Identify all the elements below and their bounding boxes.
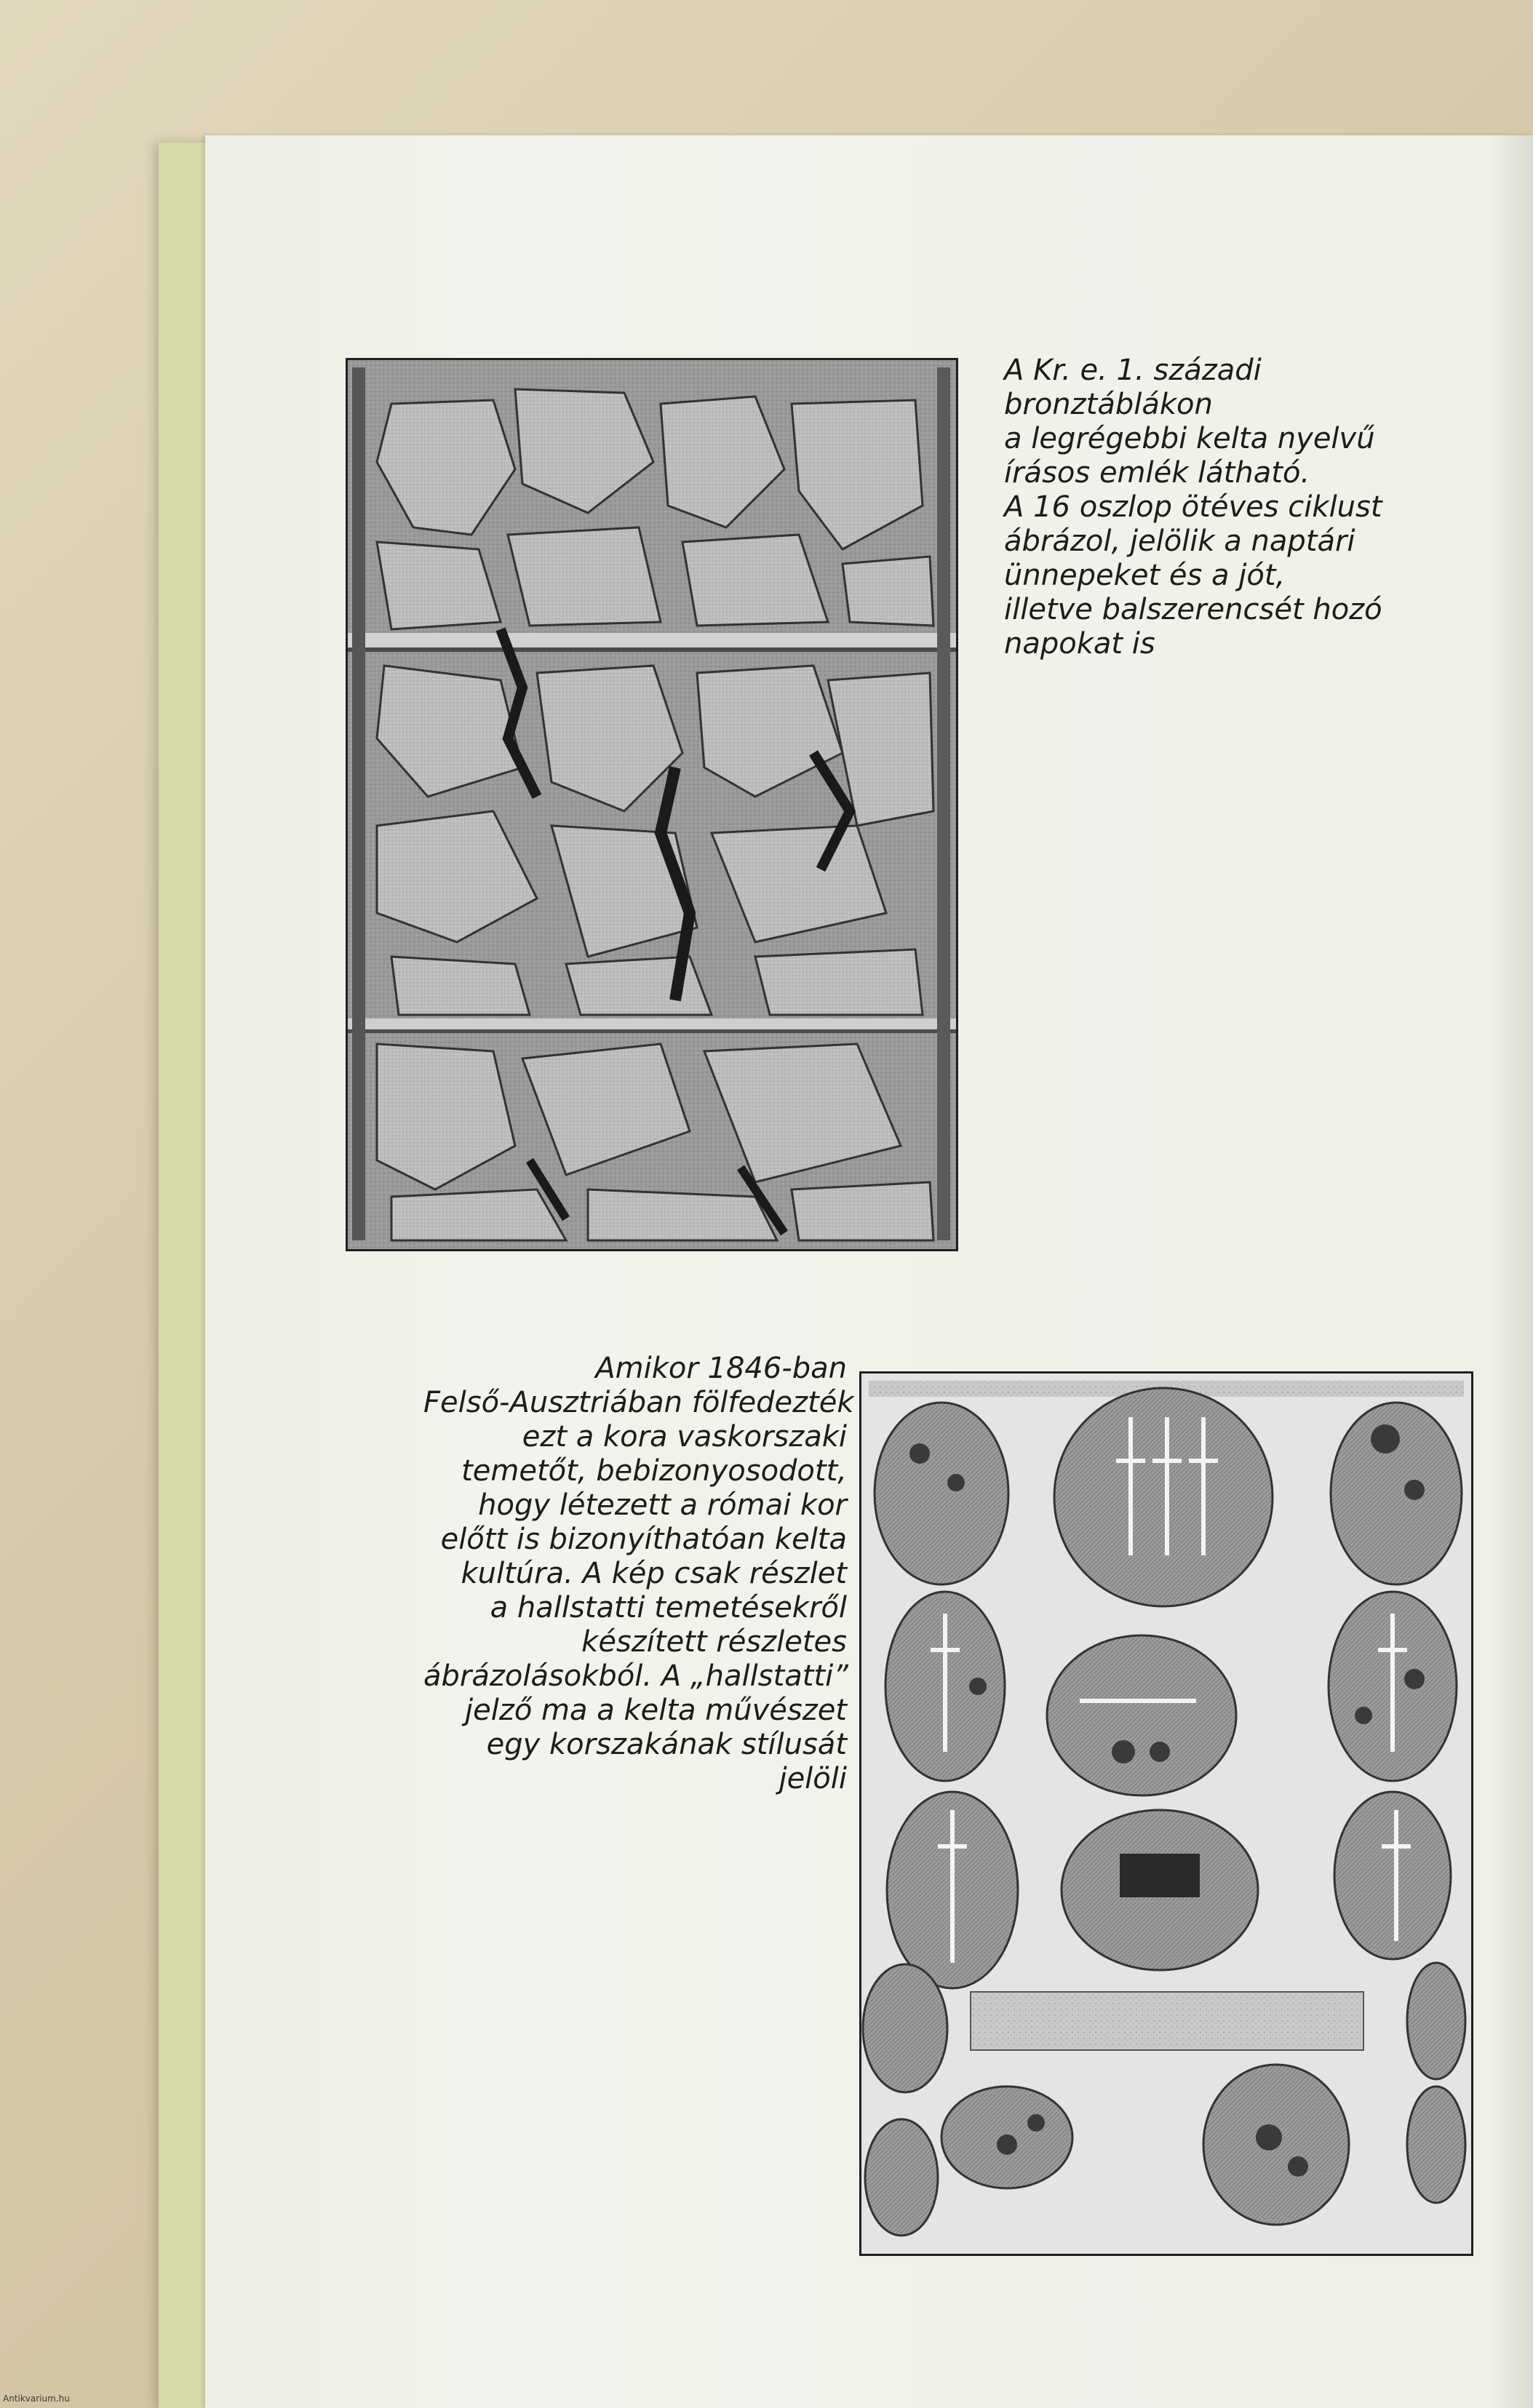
caption-line: ezt a kora vaskorszaki: [522, 1420, 847, 1454]
caption-line: ábrázol, jelölik a naptári: [1004, 525, 1355, 558]
caption-line: ünnepeket és a jót,: [1004, 559, 1286, 592]
section-3-caption: [1004, 354, 1455, 661]
caption-line: hogy létezett a római kor: [478, 1488, 847, 1522]
caption-line: a hallstatti temetésekről: [490, 1591, 847, 1624]
caption-line: készített részletes: [581, 1625, 847, 1659]
caption-line: illetve balszerencsét hozó: [1004, 593, 1382, 626]
hallstatt-finds-image: [861, 1374, 1471, 2254]
hallstatt-finds-plate: [859, 1371, 1473, 2256]
caption-line: A Kr. e. 1. századi: [1004, 354, 1262, 387]
caption-line: kultúra. A kép csak részlet: [461, 1557, 847, 1590]
caption-line: jelöli: [779, 1762, 847, 1795]
section-4-caption: [423, 1352, 854, 1796]
coligny-calendar-image: [348, 360, 956, 1249]
caption-line: Amikor 1846-ban: [595, 1352, 847, 1385]
caption-line: jelző ma a kelta művészet: [465, 1694, 847, 1727]
caption-line: egy korszakának stílusát: [486, 1728, 847, 1761]
caption-line: temetőt, bebizonyosodott,: [461, 1454, 847, 1488]
caption-line: Felső-Ausztriában fölfedezték: [423, 1386, 854, 1419]
caption-line: előtt is bizonyíthatóan kelta: [440, 1523, 847, 1556]
caption-line: napokat is: [1004, 627, 1155, 661]
coligny-calendar-plate: [346, 358, 958, 1251]
caption-line: a legrégebbi kelta nyelvű: [1004, 422, 1375, 455]
caption-line: ábrázolásokból. A „hallstatti”: [423, 1659, 848, 1693]
caption-line: A 16 oszlop ötéves ciklust: [1004, 490, 1382, 524]
caption-line: írásos emlék látható.: [1004, 456, 1310, 490]
caption-line: bronztáblákon: [1004, 388, 1213, 421]
page-gutter-shadow: [1489, 135, 1533, 2408]
book-page: [205, 135, 1533, 2408]
watermark: Antikvarium.hu: [3, 2393, 70, 2404]
